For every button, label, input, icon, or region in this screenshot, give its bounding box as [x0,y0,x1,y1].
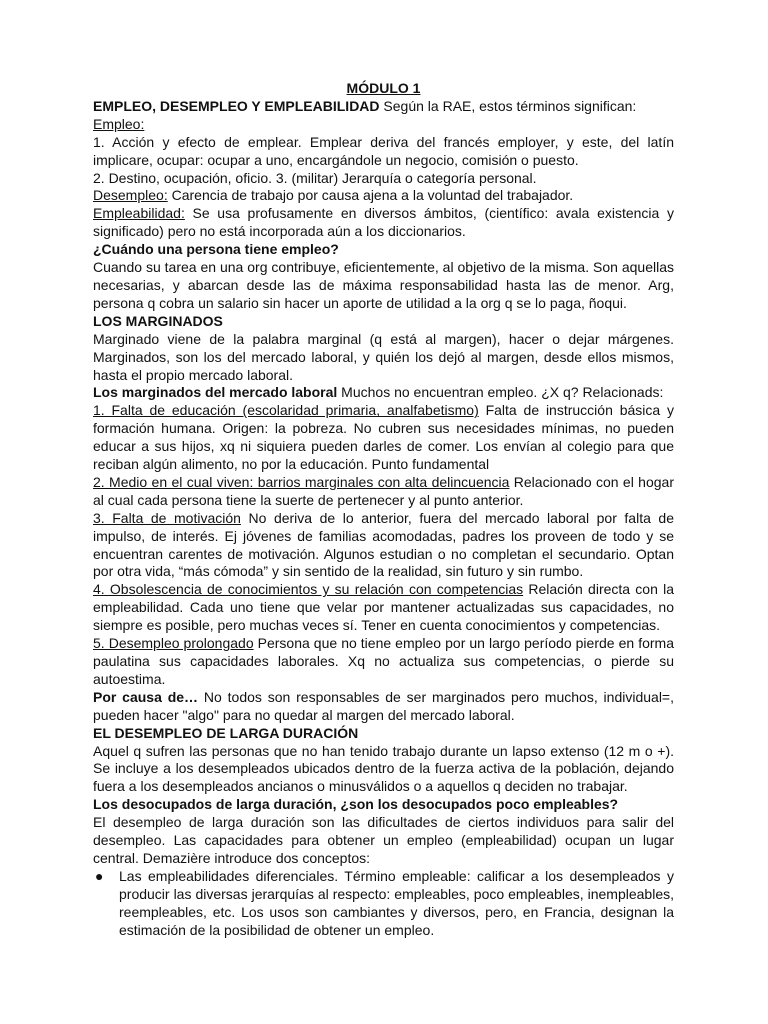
empleabilidad-paragraph [93,205,674,241]
module-title: MÓDULO 1 [346,80,421,96]
desocupados-paragraph: El desempleo de larga duración son las dificultades de ciertos individuos para salir del desempleo. Las capacidades para obtener un empleo (empleabilidad) ocupan un lugar central. Demazière introduce dos conceptos: [93,814,674,866]
desempleo-label: Desempleo: [93,187,168,204]
intro-text: Según la RAE, estos términos significan: [379,97,637,114]
cause-label: 5. Desempleo prolongado [93,635,254,652]
empleabilidad-label: Empleabilidad: [93,205,185,222]
list-item-text: Las empleabilidades diferenciales. Término empleable: calificar a los desempleados y producir las diversas jerarquías al respecto: empleables, poco empleables, inempleables, reempleables, etc. Los usos son cambiantes y diversos, pero, en Francia, designan la estimación de la posibilidad de obtener un empleo. [119,867,674,938]
cuando-heading: ¿Cuándo una persona tiene empleo? [93,241,339,258]
cause-label: 4. Obsolescencia de conocimientos y su relación con competencias [93,581,524,598]
porcausa-paragraph [93,689,674,725]
list-item [95,867,674,940]
bullet-icon: ● [95,867,104,884]
cause-text: Relacionado con el hogar al cual cada persona tiene la suerte de pertenecer y al punto anterior. [93,473,674,508]
cause-item [93,474,674,510]
cause-text: Persona que no tiene empleo por un largo período pierde en forma paulatina sus capacidades laborales. Xq no actualiza sus competencias, o pierde su autoestima. [93,635,674,687]
mercado-heading: Los marginados del mercado laboral [93,384,338,401]
intro-paragraph [93,98,674,116]
bullet-list [93,868,674,940]
porcausa-text: No todos son responsables de ser marginados pero muchos, individual=, pueden hacer "algo" para no quedar al margen del mercado laboral. [93,688,674,723]
mercado-paragraph [93,384,674,402]
porcausa-label: Por causa de… [93,688,199,705]
empleo-definition-1: 1. Acción y efecto de emplear. Emplear deriva del francés employer, y este, del latín implicare, ocupar: ocupar a uno, encargándole un negocio, comisión o puesto. [93,133,674,168]
intro-heading: EMPLEO, DESEMPLEO Y EMPLEABILIDAD [93,97,380,114]
mercado-text: Muchos no encuentran empleo. ¿X q? Relacionads: [337,384,664,401]
desocupados-heading: Los desocupados de larga duración, ¿son los desocupados poco empleables? [93,796,619,813]
cause-item [93,402,674,474]
empleo-label [93,116,674,134]
cause-item [93,581,674,635]
desempleo-paragraph [93,187,674,205]
cause-text: Falta de instrucción básica y formación humana. Origen: la pobreza. No cubren sus necesidades mínimas, no pueden educar a sus hijos, xq ni siquiera pueden darles de comer. Los envían al colegio para que reciban algún alimento, no por la educación. Punto fundamental [93,402,674,473]
larga-paragraph: Aquel q sufren las personas que no han tenido trabajo durante un lapso extenso (12 m o +). Se incluye a los desempleados ubicados dentro de la fuerza activa de la población, dejando fuera a los desempleados ancianos o minusválidos o a aquellos q deciden no trabajar. [93,742,674,795]
larga-heading: EL DESEMPLEO DE LARGA DURACIÓN [93,724,359,741]
cause-label: 2. Medio en el cual viven: barrios marginales con alta delincuencia [93,473,510,490]
marginados-heading: LOS MARGINADOS [93,312,223,329]
empleo-label-text: Empleo: [93,115,145,132]
cause-item [93,635,674,689]
cause-text: No deriva de lo anterior, fuera del mercado laboral por falta de impulso, de interés. Ej jóvenes de familias acomodadas, padres los proveen de todo y se encuentran carentes de motivación. Algunos estudian o no completan el secundario. Optan por otra vida, “más cómoda” y sin sentido de la realidad, sin futuro y sin rumbo. [93,509,674,580]
empleo-definition-2: 2. Destino, ocupación, oficio. 3. (militar) Jerarquía o categoría personal. [93,169,537,186]
empleabilidad-text: Se usa profusamente en diversos ámbitos, (científico: avala existencia y significado) pero no está incorporada aún a los diccionarios. [93,205,674,240]
desempleo-text: Carencia de trabajo por causa ajena a la voluntad del trabajador. [167,187,574,204]
cause-label: 1. Falta de educación (escolaridad primaria, analfabetismo) [93,402,479,419]
marginados-paragraph: Marginado viene de la palabra marginal (q está al margen), hacer o dejar márgenes. Marginados, son los del mercado laboral, y quién los dejó al margen, desde ellos mismos, hasta el propio mercado laboral. [93,330,674,383]
cuando-paragraph: Cuando su tarea en una org contribuye, eficientemente, al objetivo de la misma. Son aquellas necesarias, y abarcan desde las de máxima responsabilidad hasta las de menor. Arg, persona q cobra un salario sin hacer un aporte de utilidad a la org q se lo paga, ñoqui. [93,259,674,311]
cause-item [93,510,674,582]
cause-text: Relación directa con la empleabilidad. Cada uno tiene que velar por mantener actualizadas sus capacidades, no siempre es posible, pero muchas veces sí. Tener en cuenta conocimientos y competencias. [93,581,674,634]
cause-label: 3. Falta de motivación [93,509,241,526]
